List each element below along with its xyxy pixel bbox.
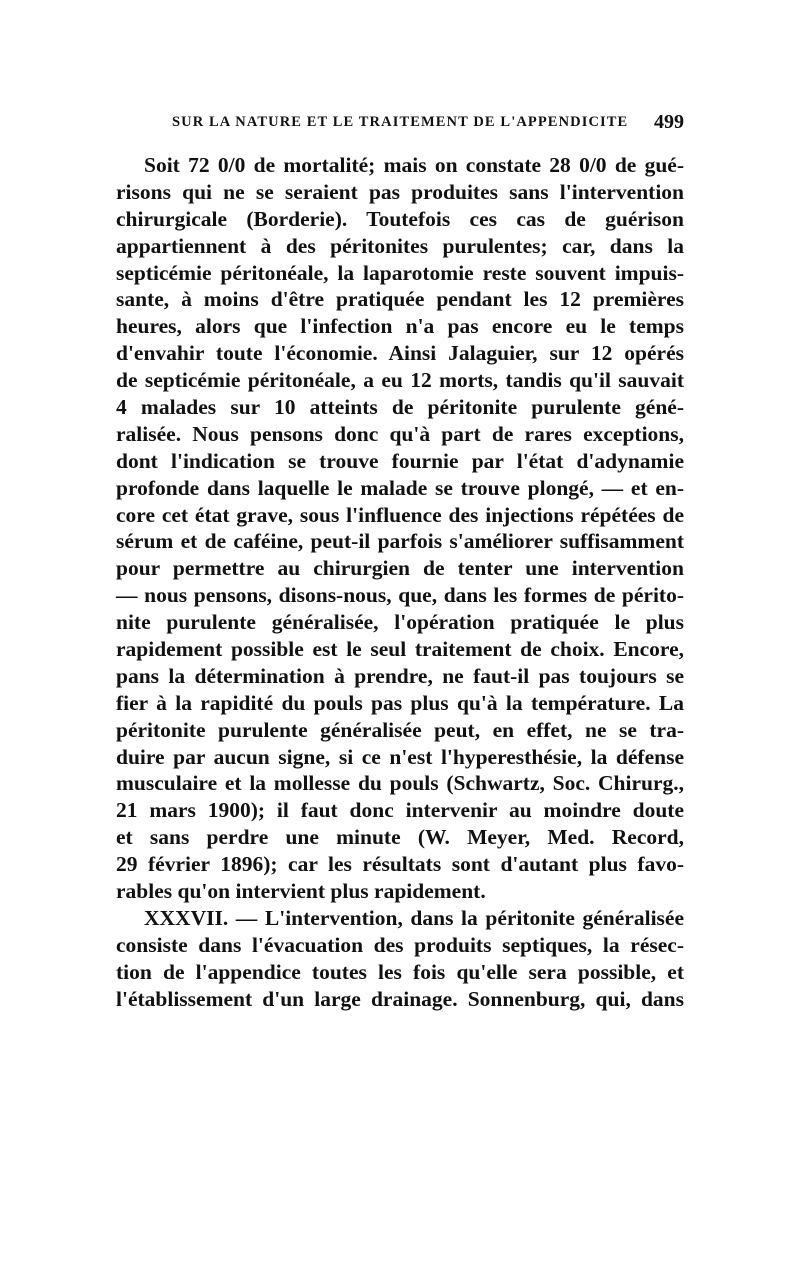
text-line: chirurgicale (Borderie). Toutefois ces cas de guérison: [116, 206, 684, 231]
body-text: [116, 152, 684, 1013]
running-head: [172, 111, 684, 142]
text-line: ralisée. Nous pensons donc qu'à part de rares exceptions,: [116, 421, 684, 446]
text-line: risons qui ne se seraient pas produites sans l'intervention: [116, 179, 684, 204]
text-line: rables qu'on intervient plus rapidement.: [116, 879, 486, 904]
text-line: fier à la rapidité du pouls pas plus qu'à la température. La: [116, 690, 684, 715]
text-line: musculaire et la mollesse du pouls (Schwartz, Soc. Chirurg.,: [116, 771, 684, 796]
text-line: sante, à moins d'être pratiquée pendant les 12 premières: [116, 287, 684, 312]
text-line: 4 malades sur 10 atteints de péritonite purulente géné-: [116, 395, 684, 420]
text-line: appartiennent à des péritonites purulentes; car, dans la: [116, 233, 684, 258]
text-line: tion de l'appendice toutes les fois qu'elle sera possible, et: [116, 959, 684, 984]
text-line: XXXVII. — L'intervention, dans la péritonite généralisée: [144, 905, 684, 930]
text-line: profonde dans laquelle le malade se trouve plongé, — et en-: [116, 475, 684, 500]
text-line: l'établissement d'un large drainage. Sonnenburg, qui, dans: [116, 986, 684, 1011]
text-line: 21 mars 1900); il faut donc intervenir au moindre doute: [116, 798, 684, 823]
text-line: — nous pensons, disons-nous, que, dans les formes de périto-: [116, 583, 684, 608]
text-line: d'envahir toute l'économie. Ainsi Jalaguier, sur 12 opérés: [116, 341, 684, 366]
text-line: 29 février 1896); car les résultats sont d'autant plus favo-: [116, 852, 684, 877]
page-number: 499: [654, 111, 684, 133]
text-line: consiste dans l'évacuation des produits septiques, la résec-: [116, 932, 684, 957]
text-line: duire par aucun signe, si ce n'est l'hyperesthésie, la défense: [116, 744, 684, 769]
text-line: pour permettre au chirurgien de tenter une intervention: [116, 556, 684, 581]
text-line: dont l'indication se trouve fournie par l'état d'adynamie: [116, 448, 684, 473]
text-line: core cet état grave, sous l'influence des injections répétées de: [116, 502, 684, 527]
text-line: nite purulente généralisée, l'opération pratiquée le plus: [116, 610, 684, 635]
text-line: heures, alors que l'infection n'a pas encore eu le temps: [116, 314, 684, 339]
text-line: septicémie péritonéale, la laparotomie reste souvent impuis-: [116, 260, 684, 285]
text-line: sérum et de caféine, peut-il parfois s'améliorer suffisamment: [116, 529, 684, 554]
text-line: rapidement possible est le seul traitement de choix. Encore,: [116, 637, 684, 662]
text-line: pans la détermination à prendre, ne faut-il pas toujours se: [116, 663, 684, 688]
running-title: SUR LA NATURE ET LE TRAITEMENT DE L'APPENDICITE: [172, 114, 629, 130]
text-line: péritonite purulente généralisée peut, en effet, ne se tra-: [116, 717, 684, 742]
text-line: de septicémie péritonéale, a eu 12 morts, tandis qu'il sauvait: [116, 368, 684, 393]
text-line: et sans perdre une minute (W. Meyer, Med. Record,: [116, 825, 684, 850]
text-line: Soit 72 0/0 de mortalité; mais on constate 28 0/0 de gué-: [144, 153, 684, 177]
